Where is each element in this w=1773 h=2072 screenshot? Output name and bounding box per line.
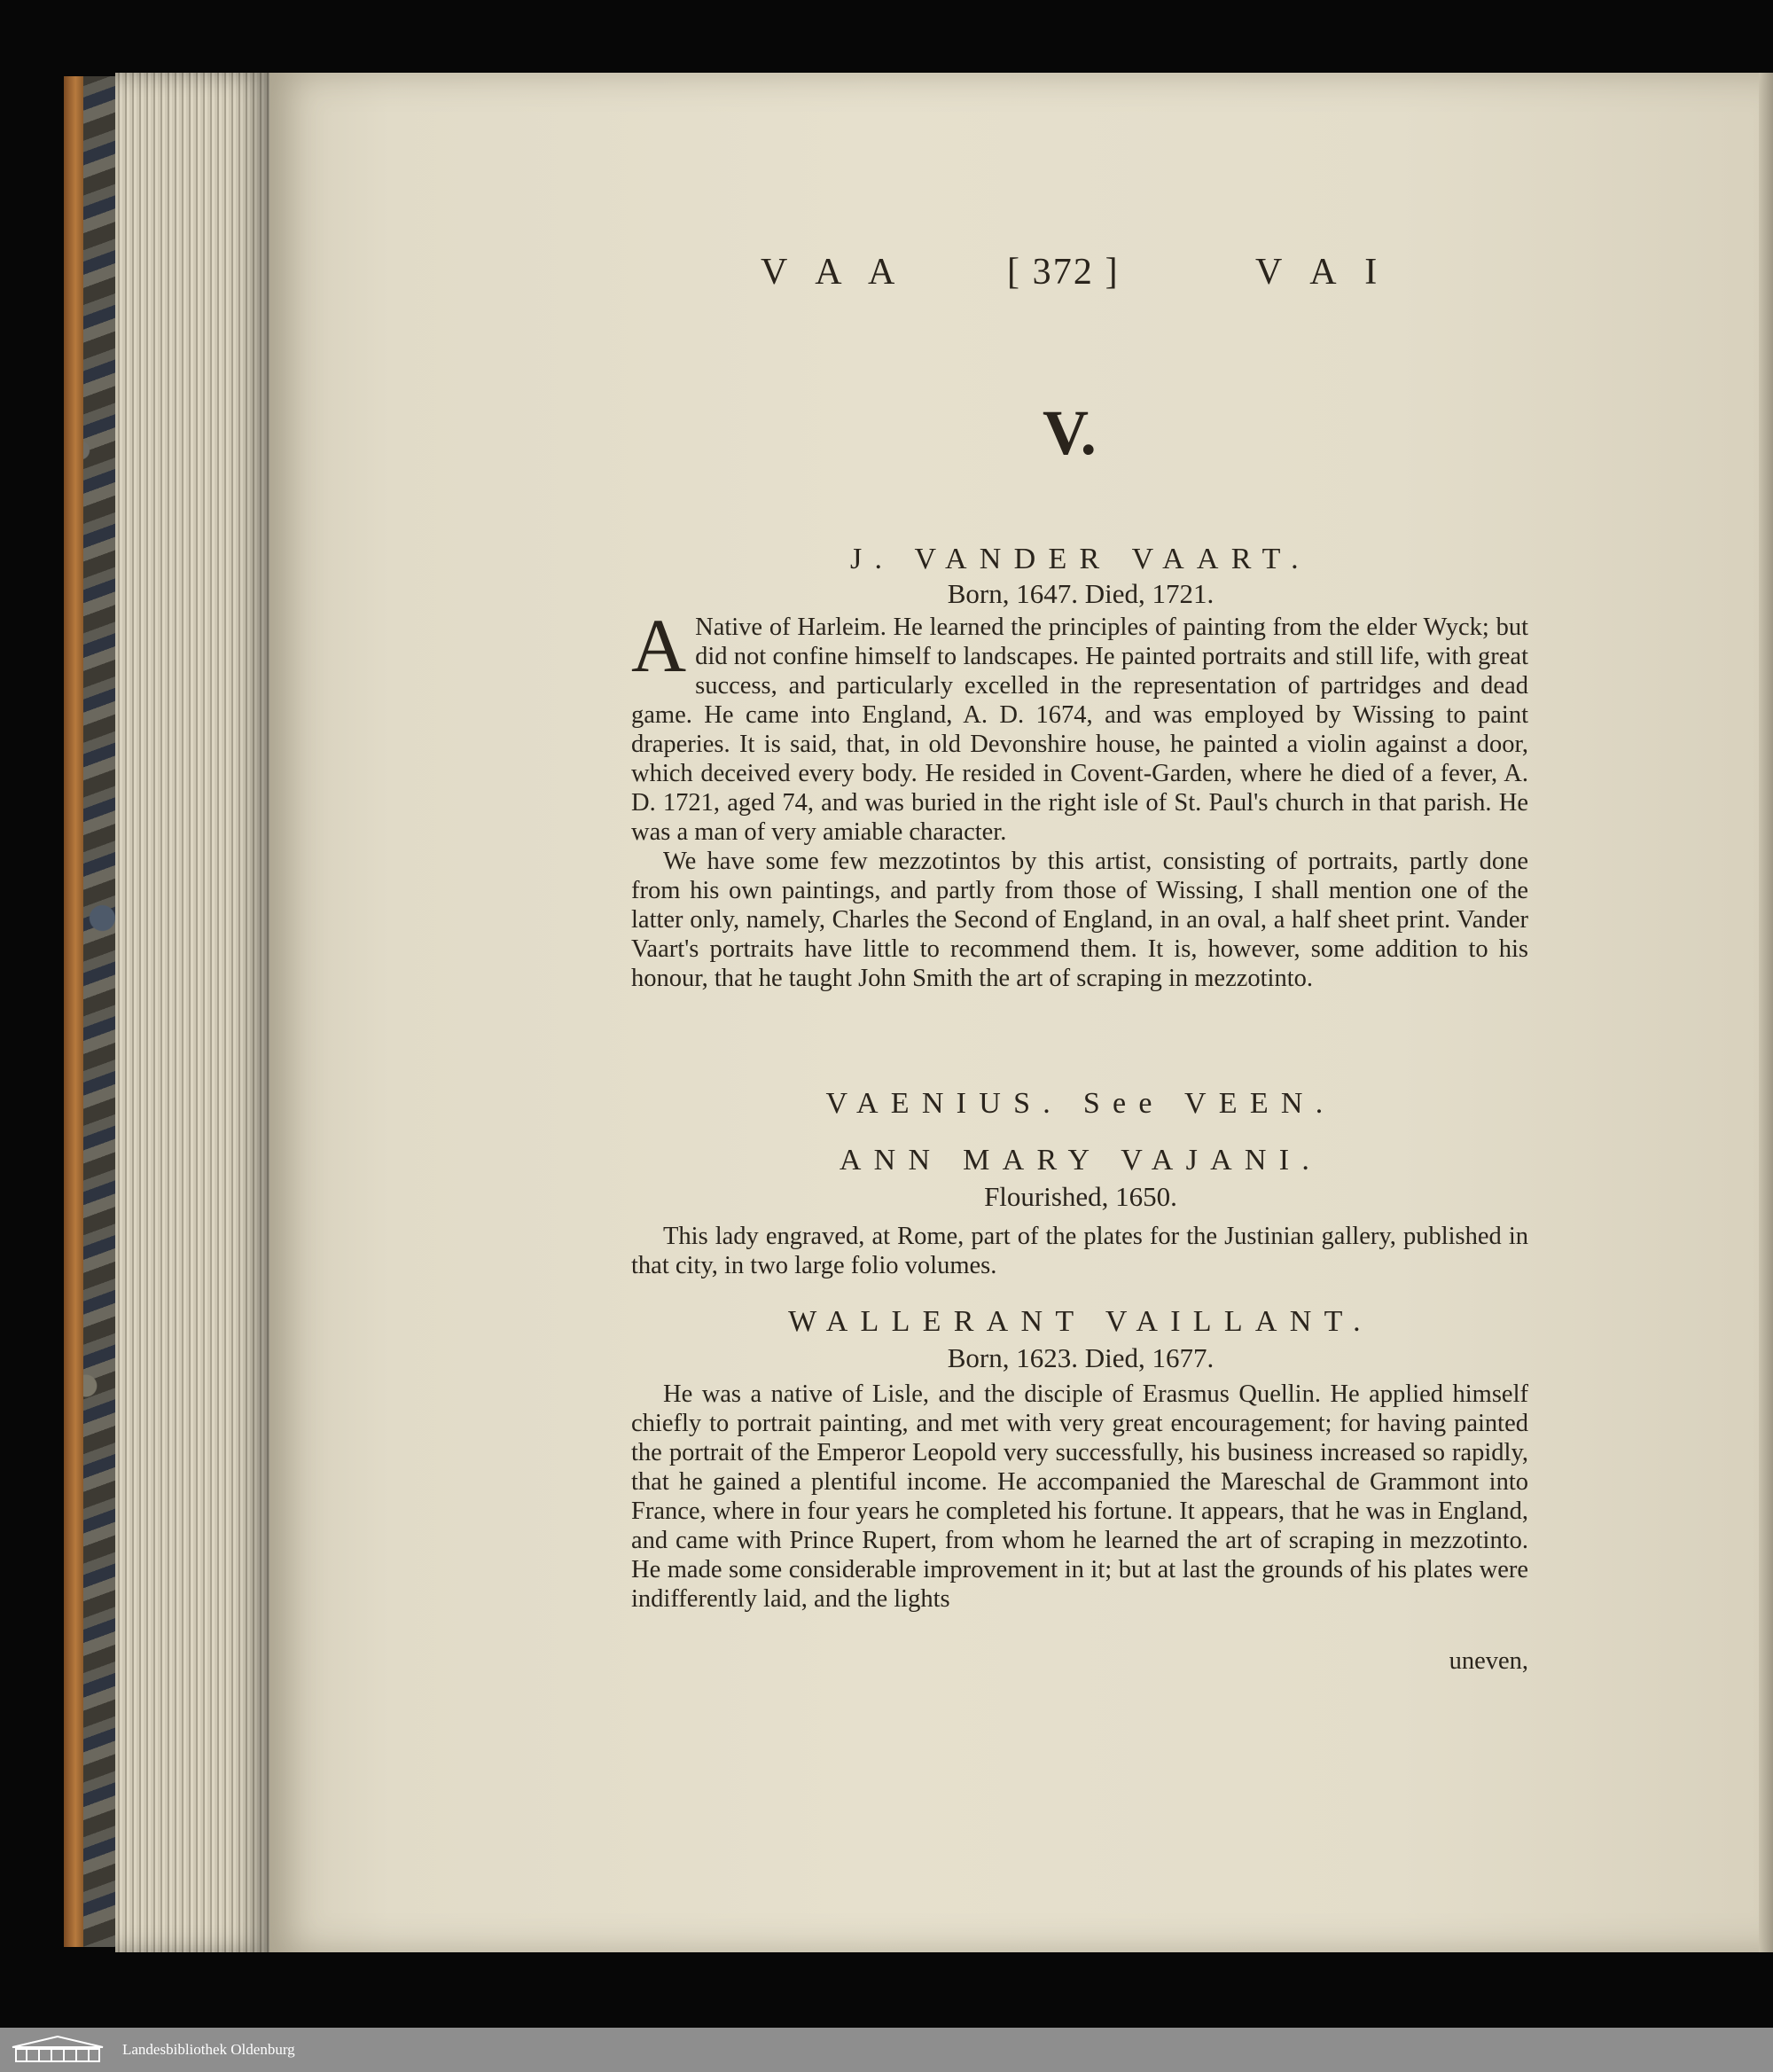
entry-dates: Born, 1647. Died, 1721.: [947, 578, 1215, 609]
entry-paragraph: [631, 603, 1528, 847]
running-head-right: V A I: [1255, 252, 1388, 293]
book-page: [269, 73, 1773, 1952]
leather-spine-edge: [64, 76, 83, 1947]
library-name: Landesbibliothek Oldenburg: [122, 2041, 295, 2058]
entry-paragraph: He was a native of Lisle, and the disciple of Erasmus Quellin. He applied himself chiefly to portrait painting, and met with very great encouragement; for having painted the portrait of the Emperor Leopold very successfully, his business increased so rapidly, that he gained a plentiful income. He accompanied the Mareschal de Grammont into France, where in four years he completed his fortune. It appears, that he was in England, and came with Prince Rupert, from whom he learned the art of scraping in mezzotinto. He made some considerable improvement in it; but at last the grounds of his plates were indifferently laid, and the lights: [631, 1380, 1528, 1613]
entry-paragraph: We have some few mezzotintos by this artist, consisting of portraits, partly done from his own paintings, and partly from those of Wissing, I shall mention one of the latter only, namely, Charles the Second of England, in an oval, a half sheet print. Vander Vaart's portraits have little to recommend them. It is, however, some addition to his honour, that he taught John Smith the art of scraping in mezzotinto.: [631, 848, 1528, 992]
entry-title: ANN MARY VAJANI.: [839, 1144, 1323, 1177]
entry-body: [631, 603, 1528, 993]
catchword: uneven,: [1449, 1647, 1528, 1675]
entry-dates: Born, 1623. Died, 1677.: [947, 1342, 1215, 1373]
entry-paragraph: This lady engraved, at Rome, part of the plates for the Justinian gallery, published in that city, in two large folio volumes.: [631, 1223, 1528, 1279]
running-head-left: V A A: [761, 252, 906, 293]
stacked-page-edges: [115, 73, 273, 1952]
entry-dates: Flourished, 1650.: [984, 1181, 1177, 1212]
library-footer-bar: [0, 2028, 1773, 2072]
entry-title: WALLERANT VAILLANT.: [788, 1305, 1373, 1338]
entry-body: [631, 1222, 1528, 1280]
page-right-edge: [1759, 73, 1773, 1952]
entry-title: J. VANDER VAART.: [850, 543, 1311, 575]
entry-title: VAENIUS. See VEEN.: [825, 1087, 1336, 1120]
drop-cap-letter: A: [631, 603, 687, 688]
page-number: [ 372 ]: [1007, 252, 1120, 293]
section-letter-heading: V.: [1043, 397, 1097, 468]
library-building-icon: [9, 2034, 115, 2066]
entry-body: [631, 1380, 1528, 1614]
paragraph-text: Native of Harleim. He learned the principles of painting from the elder Wyck; but did not confine himself to landscapes. He painted portraits and still life, with great success, and particularly excelled in the representation of partridges and dead game. He came into England, A. D. 1674, and was employed by Wissing to paint draperies. It is said, that, in old Devonshire house, he painted a violin against a door, which deceived every body. He resided in Covent-Garden, where he died of a fever, A. D. 1721, aged 74, and was buried in the right isle of St. Paul's church in that parish. He was a man of very amiable character.: [631, 614, 1528, 846]
